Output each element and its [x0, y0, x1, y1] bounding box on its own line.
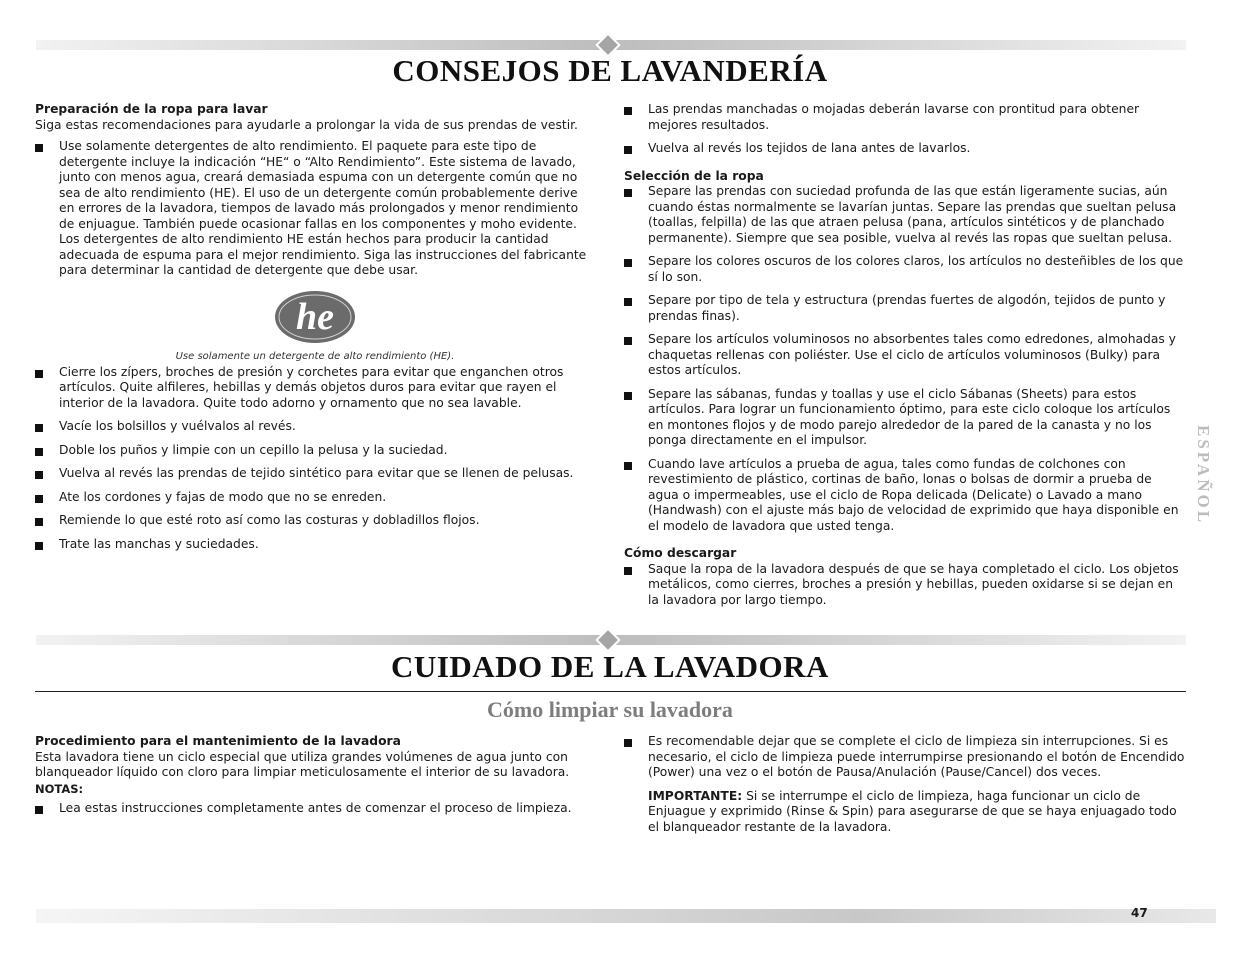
he-logo-icon	[272, 289, 358, 345]
section-title-washer-care: CUIDADO DE LA LAVADORA	[391, 649, 829, 684]
list-item: Cierre los zípers, broches de presión y corchetes para evitar que enganchen otros artículos. Quite alfileres, hebillas y demás objetos duros para evitar que rayen el interior de la lavadora. Quite todo adorno y ornamento que no sea lavable.	[35, 365, 595, 412]
important-text: Si se interrumpe el ciclo de limpieza, haga funcionar un ciclo de Enjuague y exprimido (Rinse & Spin) para asegurarse de que se haya enjuagado todo el blanqueador restante de la lavadora.	[648, 788, 1177, 834]
intro-preparation: Siga estas recomendaciones para ayudarle a prolongar la vida de sus prendas de vestir.	[35, 117, 578, 132]
washer-care-left-column	[35, 734, 595, 825]
list-item: Doble los puños y limpie con un cepillo la pelusa y la suciedad.	[35, 443, 595, 459]
heading-preparation: Preparación de la ropa para lavar	[35, 102, 268, 116]
list-item: Saque la ropa de la lavadora después de que se haya completado el ciclo. Los objetos metálicos, como cierres, broches a presión y hebillas, pueden oxidarse si se dejan en la lavadora por largo tiempo.	[624, 562, 1186, 609]
he-logo	[35, 289, 595, 350]
language-side-tab	[1179, 425, 1219, 525]
list-item: Separe las sábanas, fundas y toallas y use el ciclo Sábanas (Sheets) para estos artículos. Para lograr un funcionamiento óptimo, para este ciclo coloque los artículos en montones flojos y de modo parejo alrededor de la pared de la canasta y no los ponga directamente en el impulsor.	[624, 387, 1186, 449]
list-item: Cuando lave artículos a prueba de agua, tales como fundas de colchones con revestimiento de plástico, cortinas de baño, lonas o bolsas de dormir a prueba de agua o impermeables, use el ciclo de Ropa delicada (Delicate) o Lavado a mano (Handwash) con el ajuste más bajo de velocidad de exprimido que haya disponible en el modelo de lavadora que usted tenga.	[624, 457, 1186, 535]
important-note	[624, 789, 1186, 836]
laundry-tips-right-column	[624, 102, 1186, 616]
cleaning-list	[624, 734, 1186, 781]
section-subtitle-cleaning: Cómo limpiar su lavadora	[487, 697, 733, 722]
list-item: Las prendas manchadas o mojadas deberán lavarse con prontitud para obtener mejores resultados.	[624, 102, 1186, 133]
intro-maintenance: Esta lavadora tiene un ciclo especial que utiliza grandes volúmenes de agua junto con blanqueador líquido con cloro para limpiar meticulosamente el interior de su lavadora.	[35, 749, 570, 779]
list-item: Lea estas instrucciones completamente antes de comenzar el proceso de limpieza.	[35, 801, 595, 817]
heading-maintenance: Procedimiento para el mantenimiento de la lavadora	[35, 734, 401, 748]
heading-unloading: Cómo descargar	[624, 546, 737, 560]
list-item: Vuelva al revés los tejidos de lana antes de lavarlos.	[624, 141, 1186, 157]
list-item: Separe los colores oscuros de los colores claros, los artículos no desteñibles de los que sí lo son.	[624, 254, 1186, 285]
notes-label: NOTAS:	[35, 781, 84, 796]
list-item: Ate los cordones y fajas de modo que no se enreden.	[35, 490, 595, 506]
list-item: Vuelva al revés las prendas de tejido sintético para evitar que se llenen de pelusas.	[35, 466, 595, 482]
laundry-tips-left-column	[35, 102, 595, 560]
sorting-list	[624, 184, 1186, 534]
list-item: Remiende lo que esté roto así como las costuras y dobladillos flojos.	[35, 513, 595, 529]
list-item: Separe las prendas con suciedad profunda de las que están ligeramente sucias, aún cuando éstas normalmente se lavarían juntas. Separe las prendas que sueltan pelusa (toallas, felpilla) de las que atraen pelusa (pana, artículos sintéticos y de planchado permanente). Siempre que sea posible, vuelva al revés las ropas que sueltan pelusa.	[624, 184, 1186, 246]
unloading-list	[624, 562, 1186, 609]
list-item-he-detergent: Use solamente detergentes de alto rendimiento. El paquete para este tipo de detergente incluye la indicación “HE“ o “Alto Rendimiento”. Este sistema de lavado, junto con menos agua, creará demasiada espuma con un detergente común que no sea de alto rendimiento (HE). El uso de un detergente común probablemente derive en errores de la lavadora, tiempos de lavado más prolongados y menor rendimiento de enjuague. También puede ocasionar fallas en los componentes y moho evidente. Los detergentes de alto rendimiento HE están hechos para producir la cantidad adecuada de espuma para el mejor rendimiento. Siga las instrucciones del fabricante para determinar la cantidad de detergente que debe usar.	[35, 139, 595, 279]
preparation-list	[35, 139, 595, 279]
language-side-tab-label: ESPAÑOL	[1194, 425, 1213, 526]
svg-text:he: he	[296, 295, 334, 338]
stain-list	[624, 102, 1186, 157]
he-logo-caption: Use solamente un detergente de alto rendimiento (HE).	[175, 351, 455, 362]
list-item: Vacíe los bolsillos y vuélvalos al revés.	[35, 419, 595, 435]
section-title-laundry-tips: CONSEJOS DE LAVANDERÍA	[392, 53, 828, 88]
washer-care-right-column	[624, 734, 1186, 835]
notes-list	[35, 801, 595, 817]
heading-sorting: Selección de la ropa	[624, 168, 764, 183]
section-underline	[35, 691, 1186, 692]
important-label: IMPORTANTE:	[648, 788, 743, 803]
list-item: Separe los artículos voluminosos no absorbentes tales como edredones, almohadas y chaquetas rellenas con poliéster. Use el ciclo de artículos voluminosos (Bulky) para estos artículos.	[624, 332, 1186, 379]
list-item: Trate las manchas y suciedades.	[35, 537, 595, 553]
list-item: Es recomendable dejar que se complete el ciclo de limpieza sin interrupciones. Si es necesario, el ciclo de limpieza puede interrumpirse presionando el botón de Encendido (Power) una vez o el botón de Pausa/Anulación (Pause/Cancel) dos veces.	[624, 734, 1186, 781]
footer-bar	[36, 909, 1216, 923]
page-number: 47	[1131, 906, 1148, 920]
preparation-list-continued	[35, 365, 595, 553]
list-item: Separe por tipo de tela y estructura (prendas fuertes de algodón, tejidos de punto y prendas finas).	[624, 293, 1186, 324]
